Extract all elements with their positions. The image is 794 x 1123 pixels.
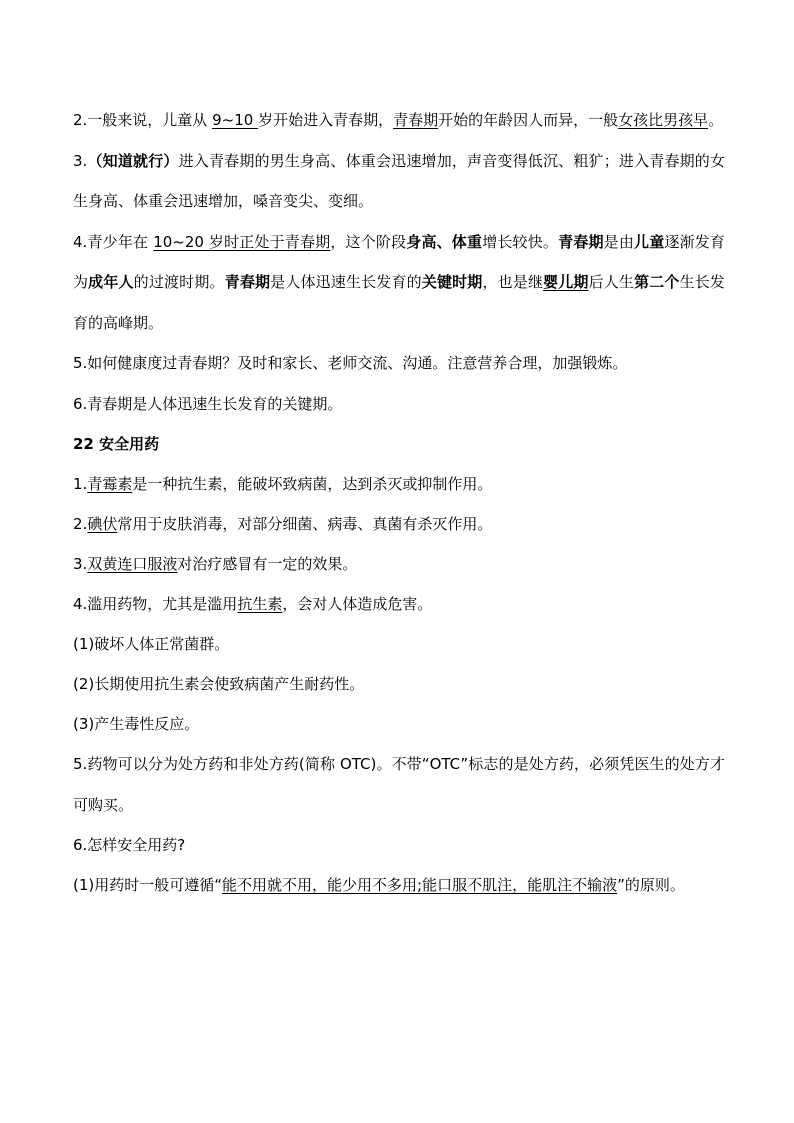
text: 2.: [73, 515, 88, 533]
underlined-term: 青霉素: [87, 475, 133, 493]
bold-term: 身高、体重: [406, 232, 483, 251]
underlined-phrase: 10~20 岁时正处于青春期: [153, 232, 331, 251]
text: 3.: [73, 555, 88, 573]
bold-term: 第二个: [634, 273, 680, 291]
text: 岁开始进入青春期，: [258, 111, 394, 129]
bold-term: 关键时期: [421, 273, 483, 291]
bold-term: 成年人: [88, 273, 134, 291]
puberty-item-6: 6.青春期是人体迅速生长发育的关键期。: [73, 394, 343, 413]
text: 1.: [73, 475, 88, 493]
puberty-item-3: [73, 141, 725, 222]
text: 生长发育的高峰期。: [73, 273, 725, 332]
text: 是一种抗生素，能破坏致病菌，达到杀灭或抑制作用。: [132, 475, 493, 493]
text: 3.: [73, 151, 88, 170]
underlined-principle: 能不用就不用，能少用不多用;能口服不肌注，能肌注不输液: [222, 876, 618, 894]
text: 逐渐发育为: [73, 232, 725, 291]
bold-underlined-term: 婴儿期: [543, 273, 589, 291]
underlined-term: 抗生素: [237, 595, 283, 613]
text: 2.一般来说，儿童从: [73, 111, 213, 129]
bold-note: （知道就行）: [87, 151, 179, 170]
text: ，会对人体造成危害。: [282, 595, 433, 613]
text: 的过渡时期。: [133, 273, 225, 291]
puberty-item-4: [73, 222, 725, 344]
medicine-item-6: 6.怎样安全用药?: [73, 836, 186, 854]
medicine-subitem-3: (3)产生毒性反应。: [73, 715, 200, 733]
text: 后人生: [588, 273, 635, 291]
underlined-term: 碘伏: [87, 515, 118, 533]
medicine-subitem-2: (2)长期使用抗生素会使致病菌产生耐药性。: [73, 675, 365, 693]
text: 是由: [603, 232, 635, 251]
document-page: [73, 100, 725, 906]
text: 进入青春期的男生身高、体重会迅速增加，声音变得低沉、粗犷；进入青春期的女生身高、体重会迅速增加，嗓音变尖、变细。: [73, 151, 725, 210]
medicine-item-1: [73, 464, 725, 504]
text: ，也是继: [482, 273, 544, 291]
bold-term: 青春期: [224, 273, 271, 291]
bold-term: 儿童: [634, 232, 665, 251]
text: (1)用药时一般可遵循“: [73, 876, 223, 894]
text: 对治疗感冒有一定的效果。: [177, 555, 358, 573]
underlined-phrase: 女孩比男孩早: [618, 111, 709, 129]
medicine-subitem-1: (1)破坏人体正常菌群。: [73, 635, 230, 653]
medicine-item-6-1: [73, 865, 725, 906]
text: 常用于皮肤消毒，对部分细菌、病毒、真菌有杀灭作用。: [117, 515, 493, 533]
medicine-item-2: [73, 504, 725, 544]
medicine-item-5: 5.药物可以分为处方药和非处方药(简称 OTC)。不带“OTC”标志的是处方药，必须凭医生的处方才可购买。: [73, 755, 725, 814]
medicine-item-4: [73, 584, 725, 624]
bold-term: 青春期: [558, 232, 604, 251]
text: 开始的年龄因人而异，一般: [438, 111, 619, 129]
text: 4.滥用药物，尤其是滥用: [73, 595, 238, 613]
underlined-term: 青春期: [393, 111, 439, 129]
puberty-item-5: 5.如何健康度过青春期？及时和家长、老师交流、沟通。注意营养合理，加强锻炼。: [73, 354, 628, 372]
section-heading: 22 安全用药: [73, 435, 160, 453]
puberty-item-2: [73, 100, 725, 141]
text: ”的原则。: [617, 876, 685, 894]
underlined-age-range: 9~10: [212, 111, 259, 129]
text: 。: [708, 111, 724, 129]
text: 增长较快。: [482, 232, 559, 251]
text: ，这个阶段: [330, 232, 407, 251]
medicine-item-3: [73, 544, 725, 584]
underlined-term: 双黄连口服液: [87, 555, 178, 573]
text: 是人体迅速生长发育的: [270, 273, 422, 291]
text: 4.青少年在: [73, 232, 154, 251]
